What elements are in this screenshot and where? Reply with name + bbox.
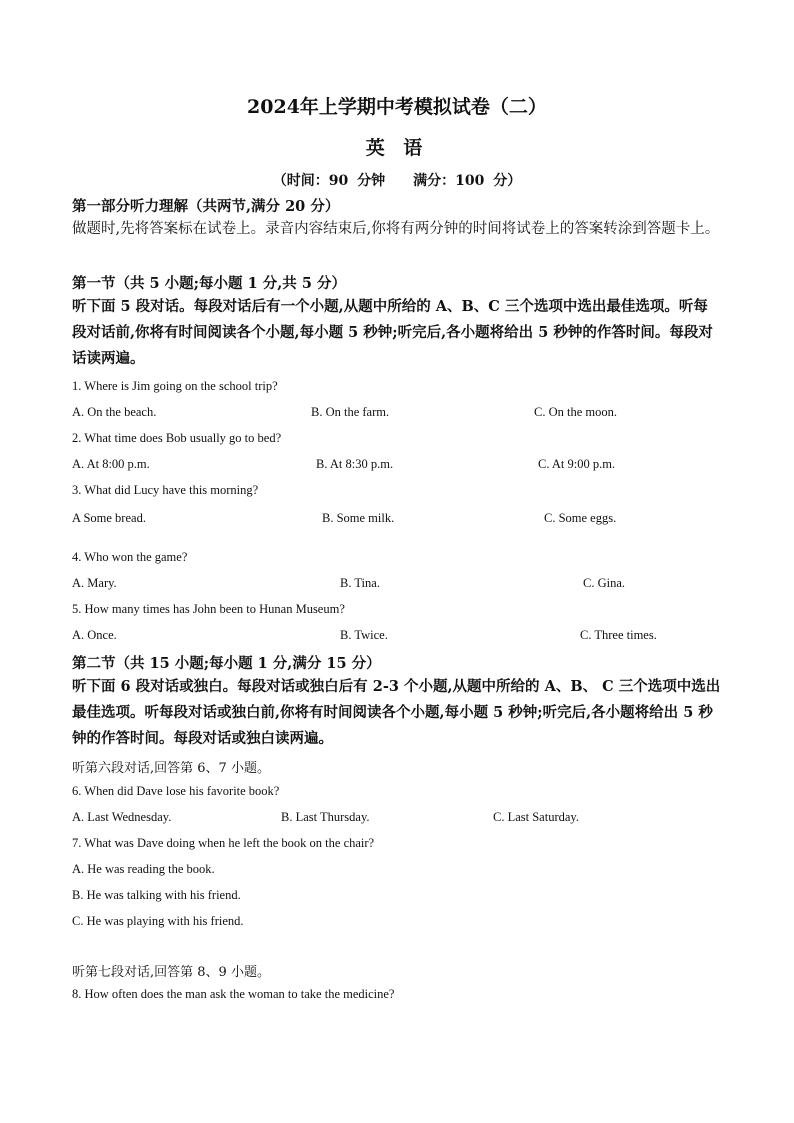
q5-option-c: C. Three times.: [580, 628, 657, 642]
q2-option-c: C. At 9:00 p.m.: [538, 457, 616, 471]
q6-option-c: C. Last Saturday.: [493, 810, 579, 824]
q1-option-c: C. On the moon.: [534, 405, 617, 419]
question-4: 4. Who won the game?: [72, 550, 188, 564]
exam-meta: （时间：90 分钟 满分：100 分）: [272, 173, 522, 189]
question-2: 2. What time does Bob usually go to bed?: [72, 431, 282, 445]
q7-option-c: C. He was playing with his friend.: [72, 914, 244, 928]
q3-option-a: A Some bread.: [72, 511, 146, 525]
q4-option-b: B. Tina.: [340, 576, 380, 590]
q1-option-a: A. On the beach.: [72, 405, 157, 419]
exam-title: 2024年上学期中考模拟试卷（二）: [247, 96, 547, 118]
q5-option-b: B. Twice.: [340, 628, 388, 642]
question-7: 7. What was Dave doing when he left the book on the chair?: [72, 836, 375, 850]
dialog7-note: 听第七段对话,回答第 8、9 小题。: [72, 965, 270, 980]
q3-option-c: C. Some eggs.: [544, 511, 617, 525]
q5-option-a: A. Once.: [72, 628, 117, 642]
part1-heading: 第一部分听力理解（共两节,满分 20 分）: [72, 198, 340, 215]
question-5: 5. How many times has John been to Hunan Museum?: [72, 602, 345, 616]
q3-option-b: B. Some milk.: [322, 511, 395, 525]
section2-instructions: 听下面 6 段对话或独白。每段对话或独白后有 2-3 个小题,从题中所给的 A、B、 C 三个选项中选出最佳选项。听每段对话或独白前,你将有时间阅读各个小题,每小题 5 秒钟;听完后,各小题将给出 5 秒钟的作答时间。每段对话或独白读两遍。: [72, 678, 721, 747]
q6-option-b: B. Last Thursday.: [281, 810, 370, 824]
section1-instructions: 听下面 5 段对话。每段对话后有一个小题,从题中所给的 A、B、C 三个选项中选出最佳选项。听每段对话前,你将有时间阅读各个小题,每小题 5 秒钟;听完后,各小题将给出 5 秒钟的作答时间。每段对话读两遍。: [72, 298, 713, 367]
q7-option-b: B. He was talking with his friend.: [72, 888, 241, 902]
dialog6-note: 听第六段对话,回答第 6、7 小题。: [72, 761, 270, 776]
q2-option-b: B. At 8:30 p.m.: [316, 457, 394, 471]
question-3: 3. What did Lucy have this morning?: [72, 483, 259, 497]
section2-heading: 第二节（共 15 小题;每小题 1 分,满分 15 分）: [72, 655, 381, 672]
part1-intro: 做题时,先将答案标在试卷上。录音内容结束后,你将有两分钟的时间将试卷上的答案转涂到答题卡上。: [72, 221, 720, 237]
q6-option-a: A. Last Wednesday.: [72, 810, 172, 824]
q2-option-a: A. At 8:00 p.m.: [72, 457, 150, 471]
q1-option-b: B. On the farm.: [311, 405, 390, 419]
section1-heading: 第一节（共 5 小题;每小题 1 分,共 5 分）: [72, 275, 346, 292]
q4-option-a: A. Mary.: [72, 576, 117, 590]
q4-option-c: C. Gina.: [583, 576, 626, 590]
question-8: 8. How often does the man ask the woman to take the medicine?: [72, 987, 395, 1001]
subject-title: 英 语: [365, 137, 429, 159]
question-6: 6. When did Dave lose his favorite book?: [72, 784, 280, 798]
q7-option-a: A. He was reading the book.: [72, 862, 215, 876]
question-1: 1. Where is Jim going on the school trip?: [72, 379, 278, 393]
